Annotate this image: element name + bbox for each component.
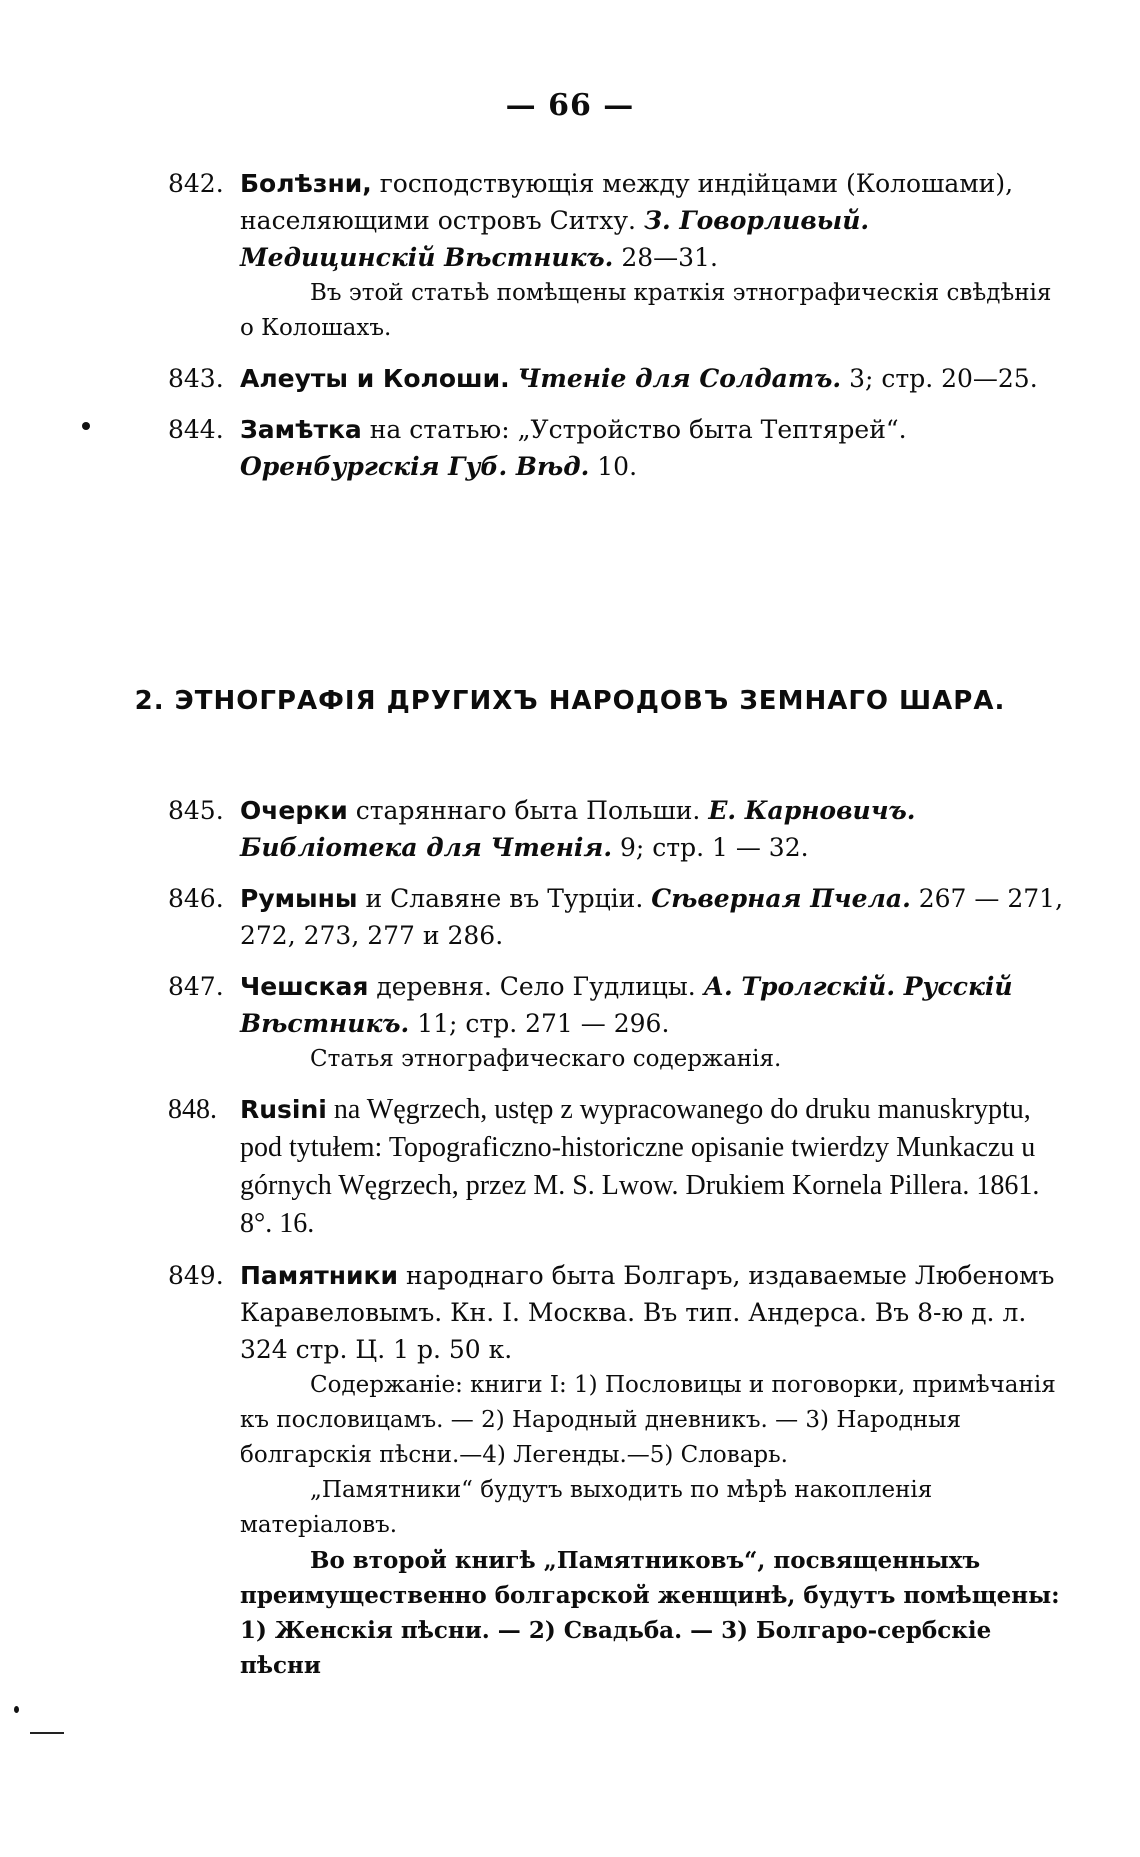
entry-heading: Чешская [240, 972, 369, 1001]
entry-heading: Алеуты и Колоши. [240, 364, 510, 393]
entries-top [168, 165, 1068, 499]
entry-source: А. Тролгскій. Русскій Вѣстникъ. [240, 972, 1013, 1038]
entry-number: 847. [168, 972, 224, 1001]
entry-848 [168, 1091, 1068, 1243]
entry-number: 849. [168, 1261, 224, 1290]
entry-843 [168, 360, 1068, 397]
entry-number: 844. [168, 415, 224, 444]
entry-845 [168, 792, 1068, 866]
entry-number: 842. [168, 169, 224, 198]
entry-heading: Rusini [240, 1095, 327, 1124]
entry-body [510, 364, 518, 393]
entry-note: Статья этнографическаго содержанія. [310, 1046, 782, 1072]
entry-source: Чтеніе для Солдатъ. [517, 364, 842, 393]
entry-tail: 10. [589, 452, 638, 481]
entry-tail: 3; стр. 20—25. [841, 364, 1038, 393]
entry-body: и Славяне въ Турціи. [357, 884, 652, 913]
entry-849-note-publication: „Памятники“ будутъ выходить по мѣрѣ накопленія матеріаловъ. [240, 1477, 933, 1538]
entry-number: 846. [168, 884, 224, 913]
entries-bottom [168, 792, 1068, 1697]
entry-tail: 9; стр. 1 — 32. [612, 833, 809, 862]
entry-847 [168, 968, 1068, 1077]
scan-speck [82, 422, 90, 430]
entry-844 [168, 411, 1068, 485]
scan-speck [14, 1706, 19, 1713]
entry-846 [168, 880, 1068, 954]
entry-number: 848. [168, 1094, 217, 1125]
entry-body: господствующія между индійцами (Колошами), населяющими островъ Ситху. [240, 169, 1014, 235]
entry-849-contents: Содержаніе: книги I: 1) Пословицы и поговорки, примѣчанія къ пословицамъ. — 2) Народный дневникъ. — 3) Народныя болгарскія пѣсни.—4) Легенды.—5) Словарь. [240, 1372, 1056, 1468]
entry-tail: 267 — 271, 272, 273, 277 и 286. [240, 884, 1064, 950]
entry-tail: 11; стр. 271 — 296. [409, 1009, 670, 1038]
entry-heading: Очерки [240, 796, 348, 825]
entry-number: 845. [168, 796, 224, 825]
entry-body: народнаго быта Болгаръ, издаваемые Любеномъ Каравеловымъ. Кн. I. Москва. Въ тип. Андерса. Въ 8-ю д. л. 324 стр. Ц. 1 р. 50 к. [240, 1261, 1055, 1364]
entry-body: na Węgrzech, ustęp z wypracowanego do druku manuskryptu, pod tytułem: Topograficzno-historiczne opisanie twierdzy Munkaczu u górnych Węgrzech, przez M. S. Lwow. Drukiem Kornela Pillera. 1861. 8°. 16. [240, 1094, 1040, 1239]
margin-rule [30, 1732, 64, 1734]
entry-note: Въ этой статьѣ помѣщены краткія этнографическія свѣдѣнія о Колошахъ. [240, 280, 1052, 341]
entry-heading: Замѣтка [240, 415, 362, 444]
entry-849 [168, 1257, 1068, 1683]
entry-source: З. Говорливый. Медицинскій Вѣстникъ. [240, 206, 870, 272]
entry-heading: Памятники [240, 1261, 399, 1290]
entry-849-note-second-book: Во второй книгѣ „Памятниковъ“, посвященныхъ преимущественно болгарской женщинѣ, будутъ помѣщены: 1) Женскія пѣсни. — 2) Свадьба. — 3) Болгаро-сербскіе пѣсни [240, 1547, 1060, 1679]
entry-body: старяннаго быта Польши. [347, 796, 709, 825]
entry-842 [168, 165, 1068, 346]
entry-body: деревня. Село Гудлицы. [368, 972, 704, 1001]
entry-source: Е. Карновичъ. Библіотека для Чтенія. [240, 796, 916, 862]
entry-heading: Румыны [240, 884, 358, 913]
page-number: — 66 — [505, 88, 635, 123]
entry-tail: 28—31. [613, 243, 718, 272]
entry-heading: Болѣзни, [240, 169, 372, 198]
entry-number: 843. [168, 364, 224, 393]
entry-source: Сѣверная Пчела. [651, 884, 911, 913]
entry-source: Оренбургскія Губ. Вѣд. [240, 452, 590, 481]
section-title: 2. ЭТНОГРАФІЯ ДРУГИХЪ НАРОДОВЪ ЗЕМНАГО ШАРА. [134, 686, 1006, 716]
entry-body: на статью: „Устройство быта Тептярей“. [361, 415, 907, 444]
